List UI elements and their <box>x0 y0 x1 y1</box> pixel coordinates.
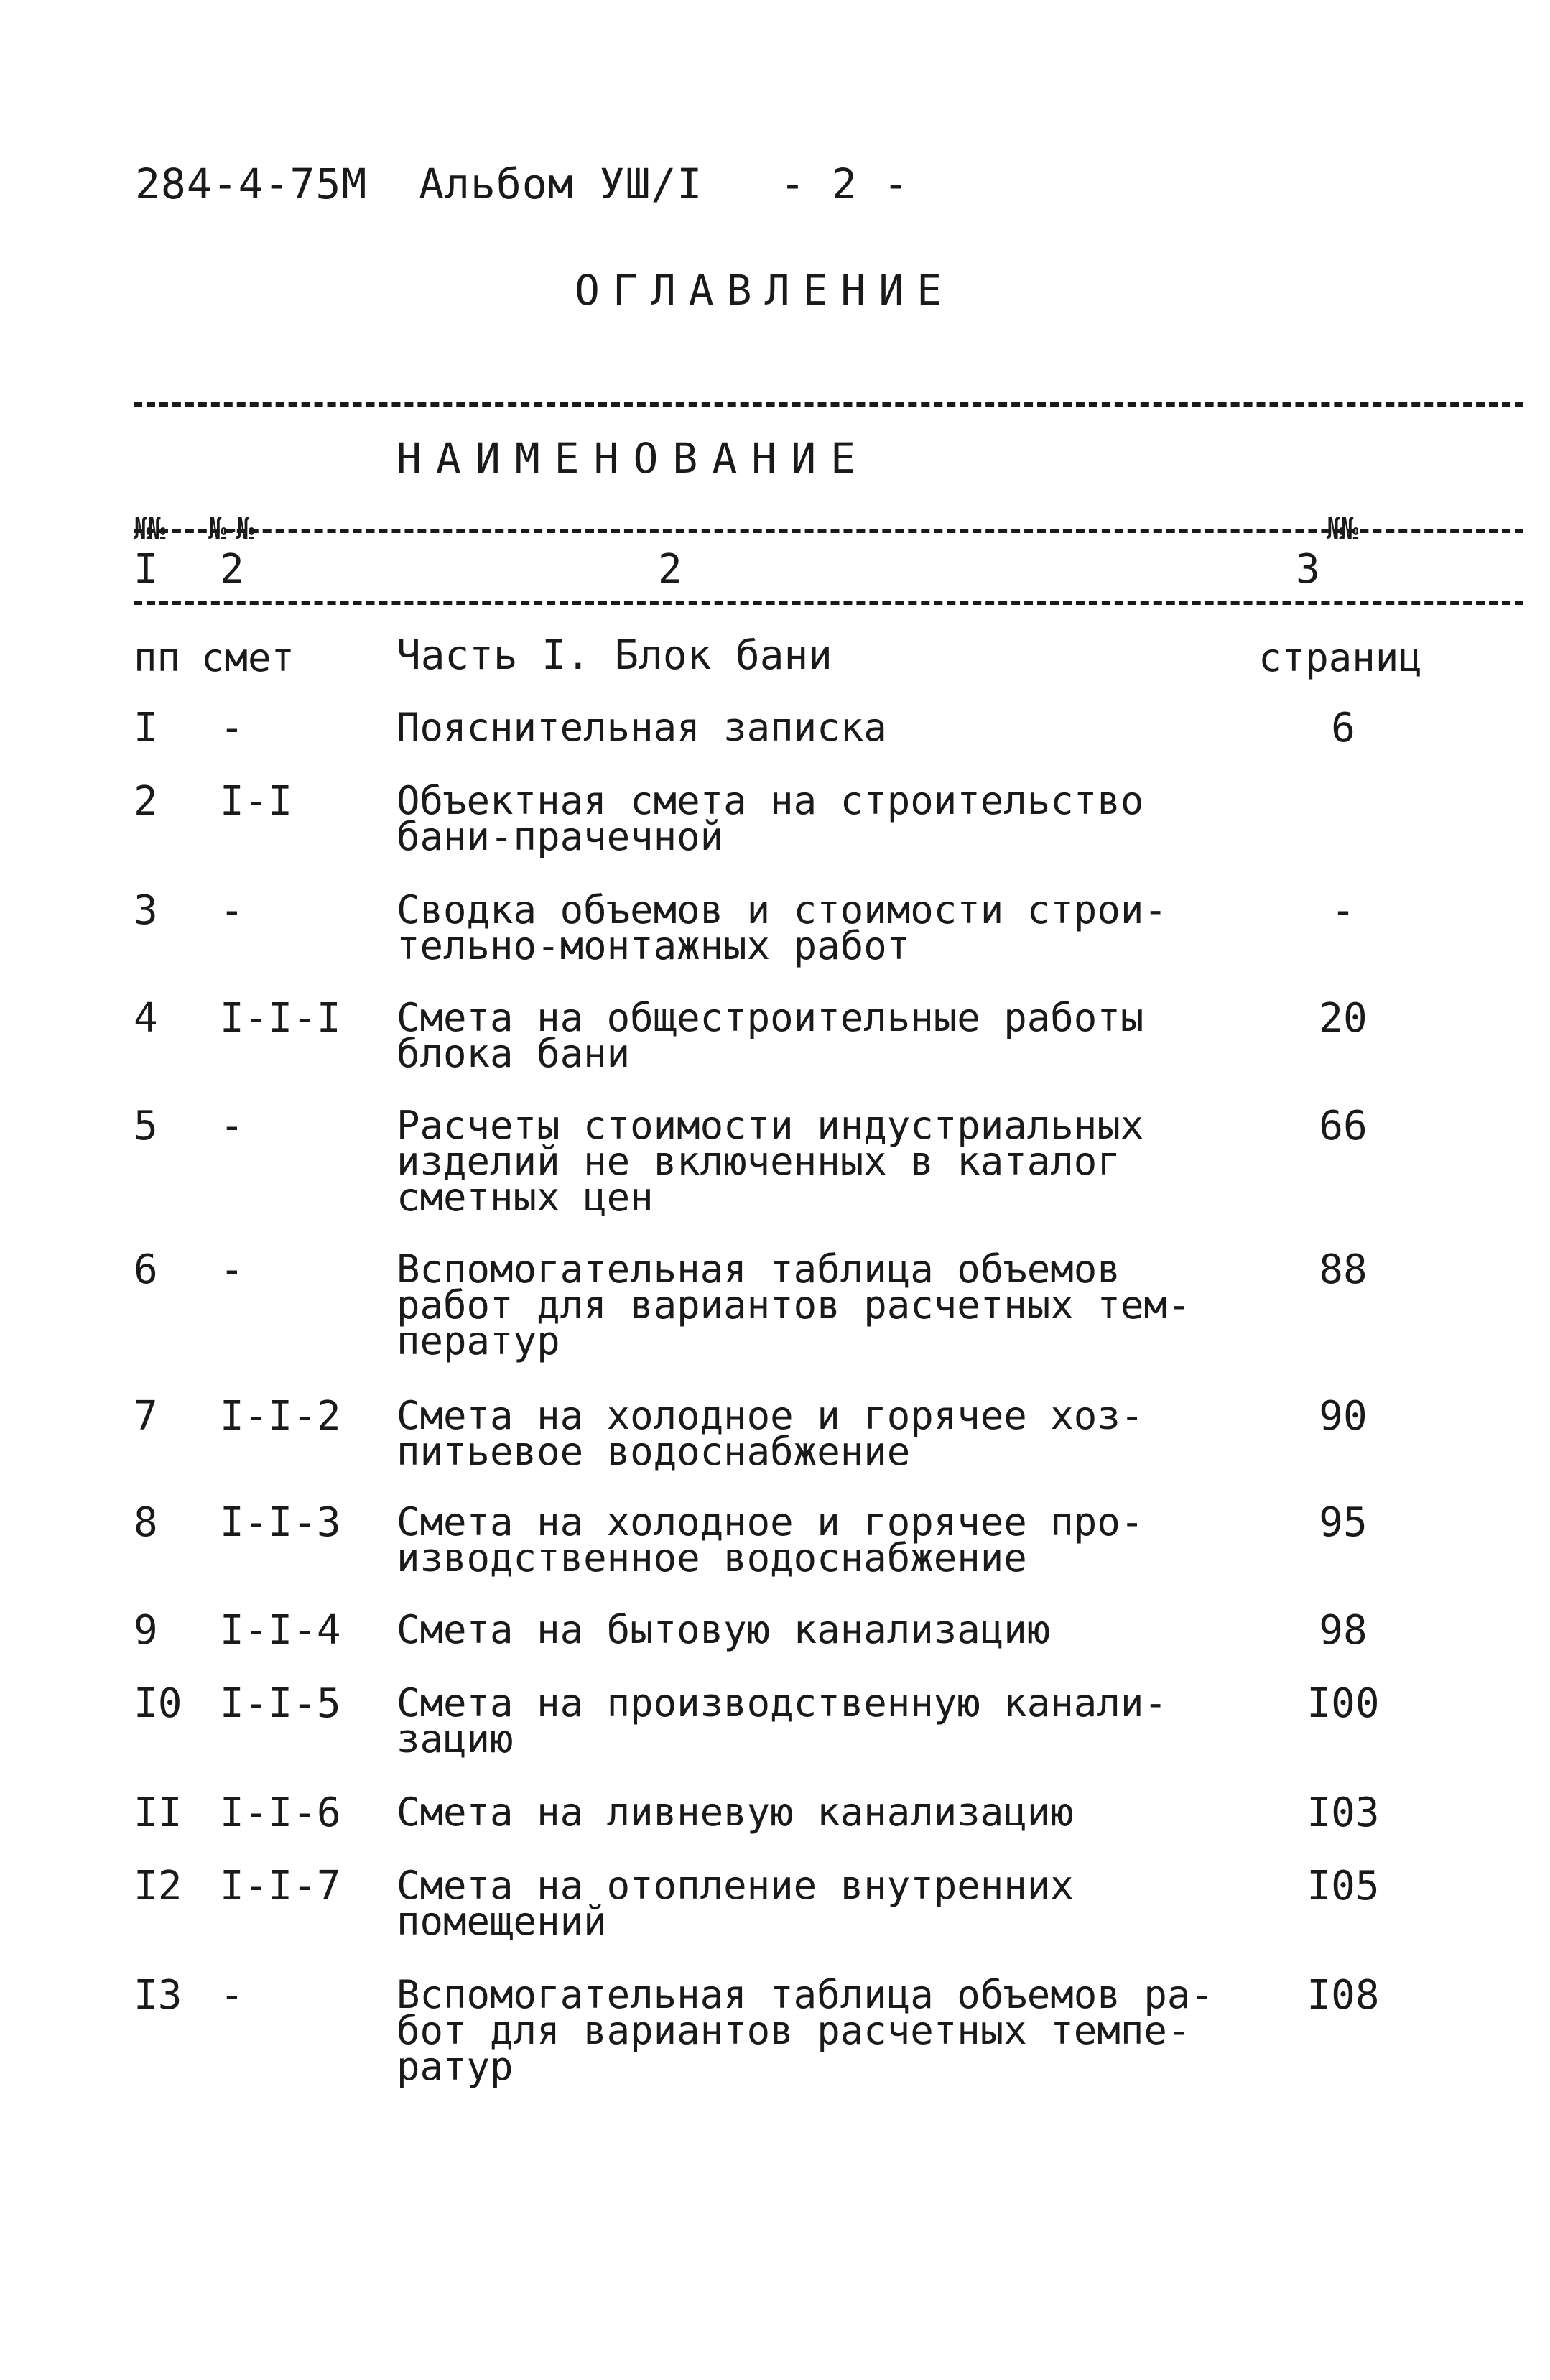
pp-label: пп <box>134 635 181 680</box>
row-page: 6 <box>1331 705 1355 751</box>
row-page: I00 <box>1307 1680 1380 1727</box>
row-name: Объектная смета на строительство бани-прачечной <box>396 778 1144 859</box>
row-pp: 6 <box>134 1246 158 1293</box>
row-smet: I-I-I <box>220 995 341 1042</box>
column-header-name: НАИМЕНОВАНИЕ <box>396 434 871 483</box>
row-page: - <box>1331 887 1355 934</box>
row-smet: I-I-5 <box>220 1680 341 1727</box>
row-page: 88 <box>1319 1246 1368 1293</box>
row-pp: 7 <box>134 1393 158 1440</box>
row-pp: 5 <box>134 1103 158 1149</box>
smet-number-sign: №-№ <box>208 511 250 546</box>
row-pp: II <box>134 1789 182 1836</box>
row-name: Смета на общестроительные работы блока бани <box>396 995 1144 1076</box>
row-page: 98 <box>1319 1607 1368 1654</box>
row-smet: - <box>220 887 244 934</box>
row-smet: I-I-4 <box>220 1607 341 1654</box>
row-name: Смета на холодное и горячее хоз- питьевое водоснабжение <box>396 1393 1144 1474</box>
row-smet: I-I-3 <box>220 1499 341 1546</box>
row-pp: I3 <box>134 1972 182 2019</box>
pages-number-sign: №№ <box>1326 511 1355 546</box>
row-smet: I-I-2 <box>220 1393 341 1440</box>
part-title: Часть I. Блок бани <box>396 632 832 679</box>
row-name: Вспомогательная таблица объемов ра- бот для вариантов расчетных темпе- ратур <box>396 1972 1214 2089</box>
row-smet: - <box>220 705 244 751</box>
page-header <box>135 159 909 208</box>
column-number-4: 3 <box>1296 546 1320 593</box>
row-pp: 2 <box>134 778 158 825</box>
row-smet: - <box>220 1103 244 1149</box>
document-title: ОГЛАВЛЕНИЕ <box>575 266 955 315</box>
row-page: I05 <box>1307 1863 1380 1909</box>
column-number-1: I <box>134 546 158 593</box>
row-smet: I-I <box>220 778 293 825</box>
row-pp: I0 <box>134 1680 182 1727</box>
header-bottom-rule <box>134 529 1523 533</box>
row-page: 95 <box>1319 1499 1368 1546</box>
numbers-bottom-rule <box>134 601 1523 605</box>
column-header-smet <box>201 421 294 766</box>
row-name: Пояснительная записка <box>396 705 887 750</box>
page-marker: - 2 - <box>780 159 909 208</box>
row-smet: I-I-7 <box>220 1863 341 1909</box>
row-pp: I <box>134 705 158 751</box>
table-top-rule <box>134 402 1523 407</box>
row-pp: 4 <box>134 995 158 1042</box>
column-number-3: 2 <box>658 546 682 593</box>
row-name: Смета на холодное и горячее про- изводственное водоснабжение <box>396 1499 1144 1580</box>
row-page: 20 <box>1319 995 1368 1042</box>
row-name: Вспомогательная таблица объемов работ для вариантов расчетных тем- ператур <box>396 1246 1191 1363</box>
row-name: Смета на бытовую канализацию <box>396 1607 1051 1652</box>
doc-code: 284-4-75М <box>135 159 368 208</box>
pp-number-sign: №№ <box>134 511 162 546</box>
row-name: Смета на отопление внутренних помещений <box>396 1863 1074 1944</box>
row-page: I08 <box>1307 1972 1380 2019</box>
row-page: 90 <box>1319 1393 1368 1440</box>
row-smet: - <box>220 1972 244 2019</box>
row-smet: - <box>220 1246 244 1293</box>
row-pp: 3 <box>134 887 158 934</box>
pages-label: страниц <box>1258 635 1422 680</box>
row-name: Расчеты стоимости индустриальных изделий не включенных в каталог сметных цен <box>396 1103 1144 1220</box>
row-pp: I2 <box>134 1863 182 1909</box>
row-pp: 8 <box>134 1499 158 1546</box>
row-smet: I-I-6 <box>220 1789 341 1836</box>
row-pp: 9 <box>134 1607 158 1654</box>
row-name: Сводка объемов и стоимости строи- тельно-монтажных работ <box>396 887 1167 968</box>
row-page: I03 <box>1307 1789 1380 1836</box>
row-name: Смета на производственную канали- зацию <box>396 1680 1167 1761</box>
album-label: Альбом УШ/I <box>419 159 703 208</box>
column-number-2: 2 <box>220 546 244 593</box>
smet-label: смет <box>201 635 295 680</box>
row-name: Смета на ливневую канализацию <box>396 1789 1074 1835</box>
row-page: 66 <box>1319 1103 1368 1149</box>
